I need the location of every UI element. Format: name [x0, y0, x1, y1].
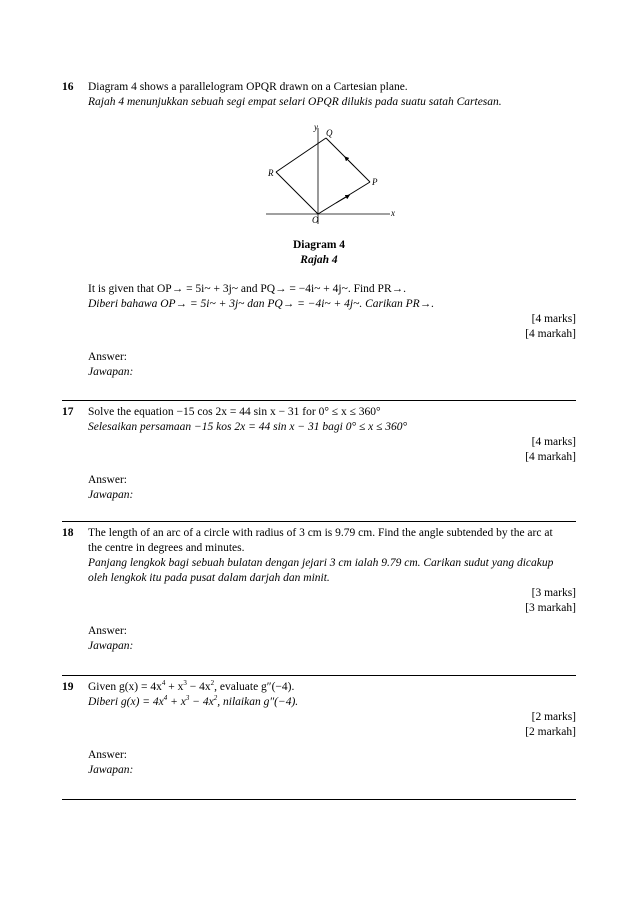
question-number: 17 [62, 406, 74, 418]
question-text-en [88, 680, 576, 695]
question-number: 18 [62, 527, 74, 539]
expr-part: + x [167, 696, 186, 708]
divider [62, 799, 576, 800]
answer-label-ms: Jawapan: [88, 764, 134, 776]
marks-ms: [4 markah] [525, 451, 576, 463]
label-q: Q [326, 128, 333, 138]
parallelogram-diagram [262, 122, 402, 226]
question-19 [62, 680, 576, 778]
arrow-pq [346, 158, 354, 166]
exponent: 3 [183, 679, 187, 688]
divider [62, 400, 576, 401]
question-16-part [62, 282, 576, 380]
given-text-en: It is given that OP→ = 5i~ + 3j~ and PQ→ = −4i~ + 4j~. Find PR→. [88, 283, 406, 295]
expr-part: , evaluate g″(−4). [214, 681, 295, 693]
side-qr [276, 138, 326, 172]
answer-label-en: Answer: [88, 351, 127, 363]
question-text-ms-line2: oleh lengkok itu pada pusat dalam darjah dan minit. [88, 572, 330, 584]
divider [62, 675, 576, 676]
question-16 [62, 80, 576, 110]
exponent: 3 [185, 694, 190, 703]
marks-ms-text: [4 markah] [525, 328, 576, 340]
marks-en: [2 marks] [531, 711, 576, 723]
marks-ms: [3 markah] [525, 602, 576, 614]
marks-en: [3 marks] [531, 587, 576, 599]
exponent: 4 [163, 694, 168, 703]
question-17 [62, 405, 576, 503]
question-18 [62, 526, 576, 654]
expr-part: Diberi g(x) = 4x [88, 696, 164, 708]
answer-label-ms: Jawapan: [88, 489, 134, 501]
question-text-en: Diagram 4 shows a parallelogram OPQR drawn on a Cartesian plane. [88, 81, 408, 93]
marks-en: [4 marks] [531, 313, 576, 325]
expr-part: − 4x [189, 696, 214, 708]
marks-ms: [2 markah] [525, 726, 576, 738]
question-number: 16 [62, 81, 74, 93]
expr-part: , nilaikan g″(−4). [217, 696, 299, 708]
exponent: 2 [213, 694, 218, 703]
label-o: O [312, 215, 319, 225]
question-text-en-line1: The length of an arc of a circle with radius of 3 cm is 9.79 cm. Find the angle subtended by the arc at [88, 527, 553, 539]
answer-label-ms: Jawapan: [88, 640, 134, 652]
x-axis-label: x [391, 208, 395, 218]
question-text-ms-line1: Panjang lengkok bagi sebuah bulatan dengan jejari 3 cm ialah 9.79 cm. Carikan sudut yang dicakup [88, 557, 554, 569]
diagram-caption [0, 238, 638, 268]
caption-en: Diagram 4 [292, 239, 346, 251]
question-text-en-line2: the centre in degrees and minutes. [88, 542, 245, 554]
marks-ms [88, 327, 576, 342]
answer-label-en: Answer: [88, 625, 127, 637]
label-p: P [372, 177, 378, 187]
exponent: 4 [161, 679, 166, 688]
expr-part: + x [165, 681, 184, 693]
question-number: 19 [62, 681, 74, 693]
question-text-ms [88, 695, 576, 710]
question-text-ms: Selesaikan persamaan −15 kos 2x = 44 sin x − 31 bagi 0° ≤ x ≤ 360° [88, 421, 408, 433]
side-ro [276, 172, 318, 214]
label-r: R [268, 168, 274, 178]
question-text-en: Solve the equation −15 cos 2x = 44 sin x − 31 for 0° ≤ x ≤ 360° [88, 406, 381, 418]
answer-label-en: Answer: [88, 749, 127, 761]
divider [62, 521, 576, 522]
exponent: 2 [210, 679, 215, 688]
arrow-op [336, 196, 348, 203]
expr-part: − 4x [186, 681, 211, 693]
answer-label-en: Answer: [88, 474, 127, 486]
given-text-ms: Diberi bahawa OP→ = 5i~ + 3j~ dan PQ→ = −4i~ + 4j~. Carikan PR→. [88, 298, 435, 310]
answer-label-ms: Jawapan: [88, 366, 134, 378]
caption-ms: Rajah 4 [300, 254, 338, 266]
expr-part: Given g(x) = 4x [88, 681, 162, 693]
marks-en: [4 marks] [531, 436, 576, 448]
y-axis-label: y [314, 122, 318, 132]
question-text-ms: Rajah 4 menunjukkan sebuah segi empat selari OPQR dilukis pada suatu satah Cartesan. [88, 96, 502, 108]
